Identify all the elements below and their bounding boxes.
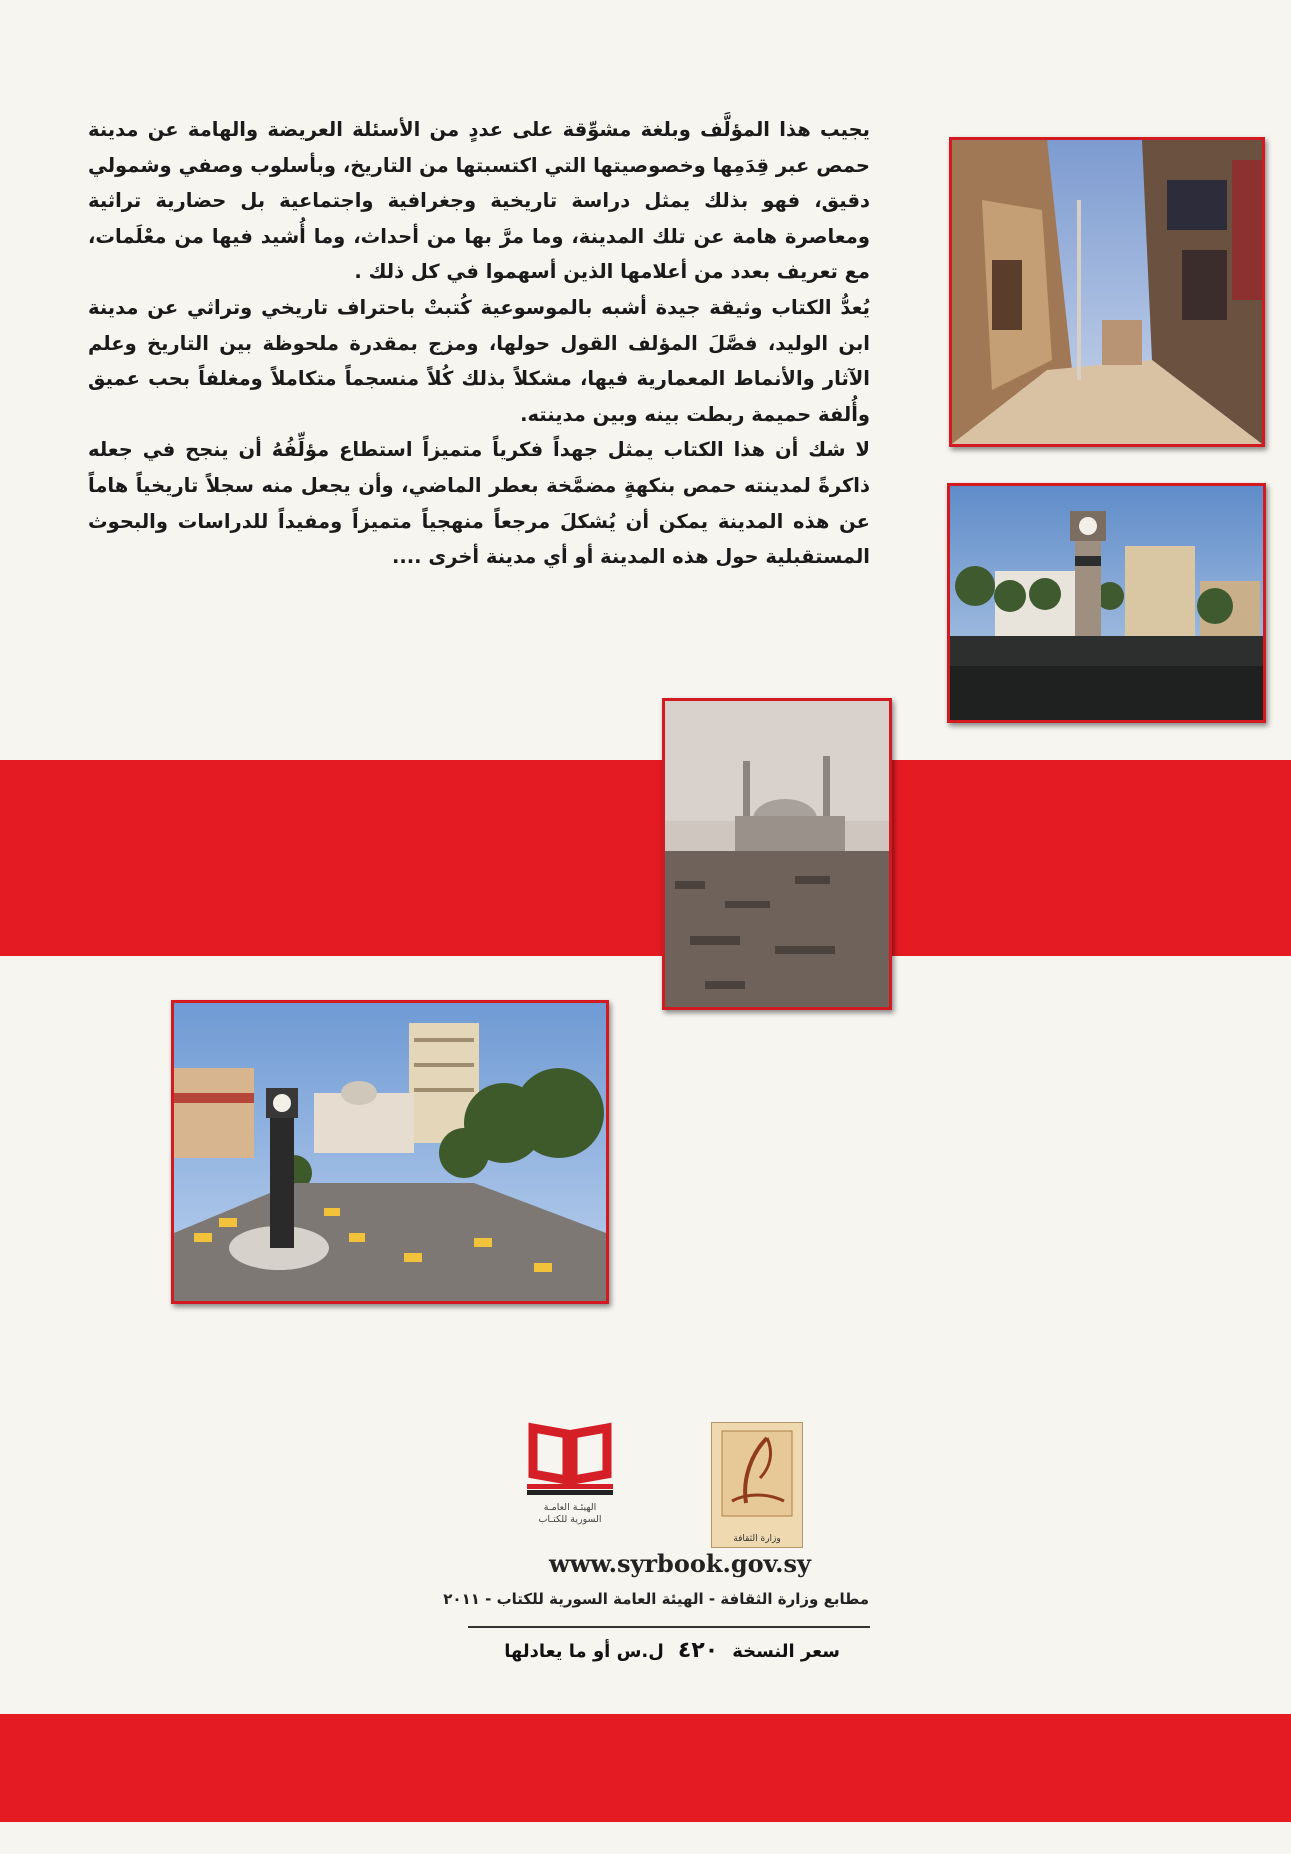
blurb-paragraph-2: يُعدُّ الكتاب وثيقة جيدة أشبه بالموسوعية كُتبتْ باحتراف تاريخي وتراثي عن مدينة ابن الوليد، فصَّلَ المؤلف القول حولها، ومزج بمقدرة ملحوظة بين التاريخ وعلم الآثار والأنماط المعمارية فيها، مشكلاً بذلك كُلاً منسجماً متكاملاً ومغلفاً بحب عميق وأُلفة حميمة ربطت بينه وبين مدينته. bbox=[88, 295, 870, 426]
photo-old-street bbox=[949, 137, 1265, 447]
quill-emblem-icon bbox=[712, 1423, 802, 1523]
blurb-paragraph-3: لا شك أن هذا الكتاب يمثل جهداً فكرياً متميزاً استطاع مؤلِّفُهُ أن ينجح في جعله ذاكرةً لمدينته حمص بنكهةٍ مضمَّخة بعطر الماضي، وأن يجعل منه سجلاً تاريخياً هاماً عن هذه المدينة يمكن أن يُشكلَ مرجعاً منهجياً متميزاً ومفيداً للدراسات والبحوث المستقبلية حول هذه المدينة أو أي مدينة أخرى .... bbox=[88, 438, 870, 569]
price-line bbox=[500, 1638, 840, 1663]
photo-mosque-sepia bbox=[662, 698, 892, 1010]
gob-caption-line-2: السورية للكتـاب bbox=[538, 1514, 602, 1525]
photo-clock-tower bbox=[947, 483, 1266, 723]
gob-logo bbox=[520, 1418, 620, 1548]
price-value: ٤٢٠ bbox=[677, 1638, 719, 1663]
red-band-bottom bbox=[0, 1714, 1291, 1822]
printer-line: مطابع وزارة الثقافة - الهيئة العامة السورية للكتاب - ٢٠١١ bbox=[443, 1590, 869, 1608]
publisher-website[interactable]: www.syrbook.gov.sy bbox=[549, 1549, 811, 1578]
price-label: سعر النسخة bbox=[732, 1641, 840, 1662]
ministry-caption: وزارة الثقافة bbox=[733, 1534, 781, 1544]
back-cover-blurb bbox=[88, 112, 870, 575]
gob-caption-line-1: الهيئـة العامـة bbox=[543, 1502, 597, 1513]
photo-city-square bbox=[171, 1000, 609, 1304]
publisher-logos bbox=[520, 1418, 825, 1548]
open-book-icon bbox=[525, 1418, 615, 1498]
ministry-of-culture-logo bbox=[711, 1422, 803, 1548]
price-currency: ل.س أو ما يعادلها bbox=[504, 1641, 664, 1662]
blurb-paragraph-1: يجيب هذا المؤلَّف وبلغة مشوِّقة على عددٍ من الأسئلة العريضة والهامة عن مدينة حمص عبر قِدَمِها وخصوصيتها التي اكتسبتها من التاريخ، وبأسلوب وصفي وشمولي دقيق، فهو بذلك يمثل دراسة تاريخية وجغرافية واجتماعية بل حضارية تراثية ومعاصرة هامة عن تلك المدينة، وما مرَّ بها من أحداث، وما أُشيد فيها من معْلَمات، مع تعريف بعدد من أعلامها الذين أسهموا في كل ذلك . bbox=[88, 118, 870, 284]
red-band-middle bbox=[0, 760, 1291, 956]
footer-divider bbox=[468, 1626, 870, 1628]
